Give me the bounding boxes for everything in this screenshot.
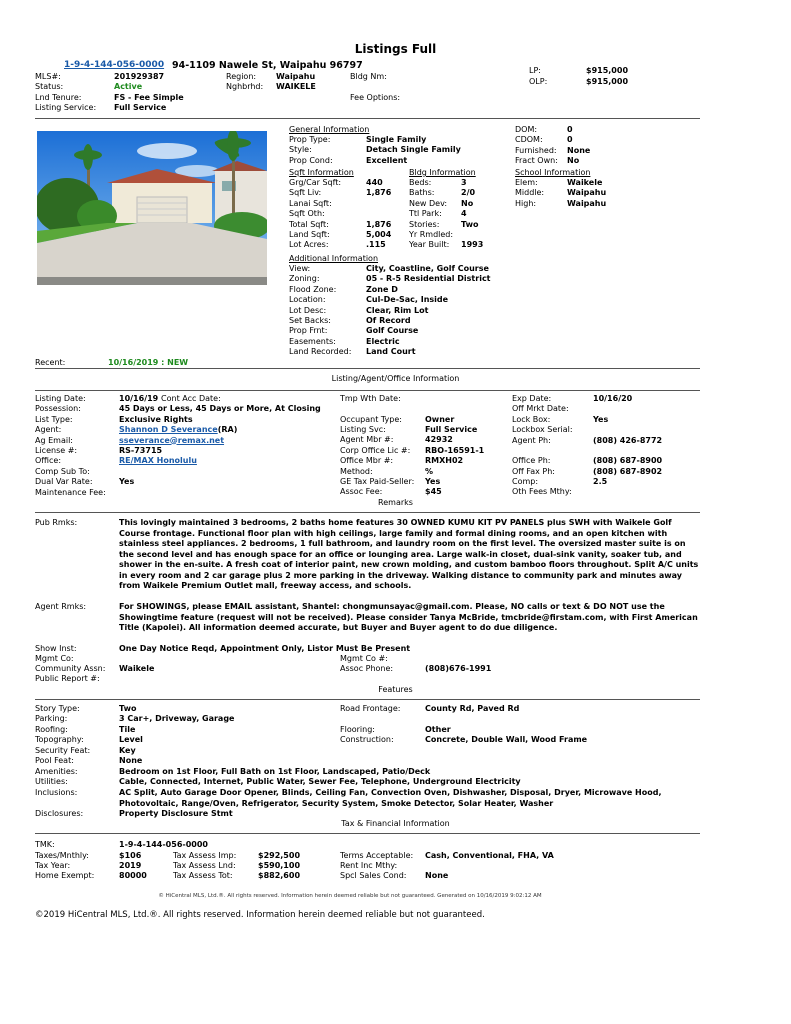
kv-value: 3 — [461, 178, 467, 187]
kv-label — [512, 446, 593, 456]
property-photo — [37, 131, 267, 285]
mls-label: MLS#: — [35, 72, 61, 81]
olp-label: OLP: — [529, 77, 548, 86]
home-exempt-value: 80000 — [119, 871, 147, 880]
kv-value: No — [461, 198, 474, 208]
kv-value — [119, 488, 321, 498]
home-exempt-label: Home Exempt: — [35, 871, 95, 880]
terms-label: Terms Acceptable: — [340, 851, 414, 860]
kv-value: 45 Days or Less, 45 Days or More, At Closing — [119, 404, 321, 414]
kv-value: RS-73715 — [119, 445, 163, 455]
kv-value: (808) 426-8772 — [593, 435, 663, 445]
tmk-label: TMK: — [35, 840, 55, 849]
feature-value: County Rd, Paved Rd — [425, 704, 520, 713]
kv-value: 5,004 — [366, 229, 392, 239]
kv-label: Style: — [289, 145, 312, 155]
kv-label: Possession: — [35, 404, 81, 414]
dom-table — [515, 125, 590, 167]
kv-value: (808) 687-8902 — [593, 466, 663, 476]
kv-value — [593, 425, 662, 435]
feature-label: Topography: — [35, 735, 84, 744]
kv-label: Off Fax Ph: — [512, 466, 555, 476]
office-link[interactable]: RE/MAX Honolulu — [119, 456, 197, 466]
feature-value: AC Split, Auto Garage Door Opener, Blinds, Ceiling Fan, Convection Oven, Dishwasher, Disposal, Dryer, Microwave Hood, Photovoltaic, Range/Oven, Refrigerator, Security System, Smoke Detector, Solar Heater, Washer — [119, 788, 662, 808]
kv-value: City, Coastline, Golf Course — [366, 264, 489, 273]
kv-value — [461, 230, 483, 240]
kv-value: Golf Course — [366, 326, 419, 336]
pub-remarks-label: Pub Rmks: — [35, 518, 78, 527]
kv-value: Cul-De-Sac, Inside — [366, 295, 449, 305]
feature-value: Property Disclosure Stmt — [119, 809, 233, 818]
pub-remarks-text: This lovingly maintained 3 bedrooms, 2 baths home features 30 OWNED KUMU KIT PV PANELS plus SWH with Waikele Golf Course frontage. Functional floor plan with high ceilings, large family and formal dining rooms, and an open kitchen with stainless steel appliances. 2 bedrooms, 1 full bathroom, and laundry room on the first level. The oversized master suite is on the second level and has enough space for an office or lounging area. Large walk-in closet, dual-sink vanity, soaker tub, and shower in the en-suite. A fresh coat of interior paint, new crown molding, and custom bamboo floors throughout. Split A/C units in every room and 2 car garage plus 2 more parking in the driveway. Walking distance to community park and minutes away from Waikele Premium Outlet mall, freeway access, and schools. — [119, 518, 699, 590]
bldg-name-label: Bldg Nm: — [350, 72, 387, 81]
kv-value: Electric — [366, 336, 400, 346]
lao-col3 — [512, 394, 662, 498]
recent-label: Recent: — [35, 358, 66, 367]
kv-label: Maintenance Fee: — [35, 487, 106, 497]
kv-label: Method: — [340, 466, 373, 476]
kv-value: 1,876 — [366, 188, 392, 198]
kv-label: Exp Date: — [512, 394, 552, 403]
kv-label: Stories: — [409, 219, 440, 229]
kv-label: Comp Sub To: — [35, 466, 90, 476]
feature-value: Cable, Connected, Internet, Public Water, Sewer Fee, Telephone, Underground Electricity — [119, 777, 521, 786]
kv-label: Off Mrkt Date: — [512, 404, 569, 414]
kv-value: 0 — [567, 135, 573, 145]
kv-value — [425, 404, 484, 414]
kv-label: Easements: — [289, 336, 336, 346]
taxes-value: $106 — [119, 851, 142, 860]
kv-label: Fract Own: — [515, 156, 558, 166]
kv-label: View: — [289, 264, 311, 273]
kv-value: Yes — [425, 477, 441, 487]
kv-label: Office Mbr #: — [340, 456, 394, 466]
kv-value — [425, 394, 484, 404]
sqft-heading: Sqft Information — [289, 168, 354, 177]
spcl-label: Spcl Sales Cond: — [340, 871, 407, 880]
kv-value: Two — [461, 219, 479, 229]
kv-value: 1993 — [461, 240, 484, 250]
kv-label: Agent: — [35, 425, 62, 435]
public-report-label: Public Report #: — [35, 674, 100, 683]
kv-label: Oth Fees Mthy: — [512, 487, 572, 497]
listing-address: 94-1109 Nawele St, Waipahu 96797 — [172, 60, 363, 71]
kv-label: License #: — [35, 445, 78, 455]
status-label: Status: — [35, 82, 64, 91]
kv-value: Exclusive Rights — [119, 414, 193, 424]
kv-value: .115 — [366, 240, 386, 250]
olp-value: $915,000 — [586, 77, 629, 86]
kv-label: Prop Type: — [289, 135, 331, 144]
kv-value — [593, 487, 662, 497]
community-assn-value: Waikele — [119, 664, 155, 673]
section-features: Features — [378, 685, 413, 694]
mgmt-co-label: Mgmt Co: — [35, 654, 74, 663]
additional-table — [289, 264, 491, 358]
feature-value: Two — [119, 704, 137, 713]
community-assn-label: Community Assn: — [35, 664, 106, 673]
tax-tot-label: Tax Assess Tot: — [173, 871, 233, 880]
kv-label: Prop Frnt: — [289, 326, 328, 336]
tax-tot-value: $882,600 — [258, 871, 301, 880]
nbhd-label: Nghbrhd: — [226, 82, 264, 91]
feature-label: Flooring: — [340, 725, 375, 734]
kv-label: Comp: — [512, 477, 539, 487]
nbhd-value: WAIKELE — [276, 82, 316, 91]
generated-footer: © HiCentral MLS, Ltd.®. All rights reserved. Information herein deemed reliable but not guaranteed. Generated on 10/16/2019 9:02:12 AM — [158, 893, 542, 899]
kv-label: Year Built: — [409, 240, 450, 250]
kv-label: GE Tax Paid-Seller: — [340, 477, 415, 487]
feature-label: Road Frontage: — [340, 704, 401, 713]
mls-value: 201929387 — [114, 72, 165, 81]
additional-heading: Additional Information — [289, 254, 379, 263]
kv-value: Single Family — [366, 135, 427, 144]
kv-label: Lot Acres: — [289, 240, 329, 250]
kv-value: Zone D — [366, 284, 398, 294]
tax-lnd-value: $590,100 — [258, 861, 301, 870]
kv-label: Land Recorded: — [289, 347, 352, 357]
kv-value: Of Record — [366, 315, 411, 325]
kv-value: Waikele — [567, 178, 603, 187]
kv-label: Occupant Type: — [340, 414, 402, 424]
kv-value: Detach Single Family — [366, 145, 461, 155]
divider — [35, 390, 700, 391]
rent-label: Rent Inc Mthy: — [340, 861, 398, 870]
kv-value: 0 — [567, 125, 573, 134]
school-heading: School Information — [515, 168, 591, 177]
tenure-label: Lnd Tenure: — [35, 93, 82, 102]
feature-label: Story Type: — [35, 704, 80, 713]
kv-label: Assoc Fee: — [340, 487, 383, 497]
kv-value: % — [425, 466, 434, 476]
feature-value: Concrete, Double Wall, Wood Frame — [425, 735, 588, 744]
section-remarks: Remarks — [378, 498, 413, 507]
taxes-label: Taxes/Mnthly: — [35, 851, 89, 860]
kv-label: Agent Mbr #: — [340, 435, 394, 445]
divider — [35, 512, 700, 513]
status-badge: Active — [114, 82, 143, 91]
kv-value — [593, 446, 662, 456]
tax-imp-value: $292,500 — [258, 851, 301, 860]
kv-value — [119, 467, 321, 477]
agent-suffix: (RA) — [217, 425, 238, 435]
school-table — [515, 178, 606, 209]
assoc-phone-label: Assoc Phone: — [340, 664, 394, 673]
kv-label: Ttl Park: — [409, 209, 442, 219]
kv-label: Location: — [289, 295, 326, 305]
feature-label: Security Feat: — [35, 746, 91, 755]
feature-value: None — [119, 756, 143, 765]
kv-label: Listing Svc: — [340, 425, 386, 435]
divider — [35, 118, 700, 119]
kv-value: Yes — [593, 414, 609, 424]
service-label: Listing Service: — [35, 103, 97, 112]
agent-remarks-label: Agent Rmks: — [35, 602, 87, 611]
kv-label: Prop Cond: — [289, 155, 333, 165]
show-inst-label: Show Inst: — [35, 644, 77, 653]
kv-label: Land Sqft: — [289, 229, 330, 239]
feature-value: 3 Car+, Driveway, Garage — [119, 714, 235, 723]
tenure-value: FS - Fee Simple — [114, 93, 184, 102]
kv-value: 42932 — [425, 435, 453, 445]
kv-label: DOM: — [515, 125, 538, 134]
kv-label: Office Ph: — [512, 456, 551, 466]
copyright-footer: ©2019 HiCentral MLS, Ltd.®. All rights reserved. Information herein deemed reliable but not guaranteed. — [35, 910, 485, 920]
agent-remarks-text: For SHOWINGS, please EMAIL assistant, Shantel: chongmunsayac@gmail.com. Please, NO calls or text & DO NOT use the Showingtime feature (request will not be received). Please consider Tanya McBride, tmcbride@firstam.com, with First American Title (Kapolei). All information deemed accurate, but Buyer and Buyer agent to do due diligence. — [119, 602, 698, 632]
kv-label: Middle: — [515, 188, 545, 198]
kv-value: Owner — [425, 414, 455, 424]
kv-value: No — [567, 156, 580, 166]
agent-link[interactable]: Shannon D Severance — [119, 425, 218, 435]
kv-label: Lot Desc: — [289, 305, 327, 315]
feature-value: Tile — [119, 725, 136, 734]
show-inst-value: One Day Notice Reqd, Appointment Only, Listor Must Be Present — [119, 644, 411, 653]
section-tax: Tax & Financial Information — [341, 819, 450, 828]
divider — [35, 833, 700, 834]
kv-label — [340, 404, 425, 414]
kv-label: Dual Var Rate: — [35, 477, 93, 487]
recent-value: 10/16/2019 : NEW — [108, 358, 189, 367]
kv-label: Office: — [35, 456, 62, 466]
kv-label: Total Sqft: — [289, 219, 329, 229]
region-value: Waipahu — [276, 72, 316, 81]
kv-label: List Type: — [35, 414, 73, 424]
kv-value — [366, 209, 409, 219]
kv-label: Grg/Car Sqft: — [289, 178, 342, 187]
fee-options-label: Fee Options: — [350, 93, 401, 102]
kv-label: Sqft Oth: — [289, 209, 325, 219]
feature-label: Roofing: — [35, 725, 68, 734]
divider — [35, 368, 700, 369]
kv-value: Land Court — [366, 347, 416, 357]
region-label: Region: — [226, 72, 257, 81]
lao-col1 — [35, 394, 321, 498]
kv-value: 4 — [461, 209, 467, 219]
kv-value — [593, 404, 662, 414]
feature-label: Inclusions: — [35, 788, 78, 797]
feature-value: Level — [119, 735, 143, 744]
spcl-value: None — [425, 871, 449, 880]
kv-value: $45 — [425, 487, 442, 497]
assoc-phone-value: (808)676-1991 — [425, 664, 492, 673]
tax-imp-label: Tax Assess Imp: — [173, 851, 237, 860]
kv-label: Lock Box: — [512, 414, 551, 424]
kv-label: Elem: — [515, 178, 538, 187]
kv-label: Agent Ph: — [512, 435, 551, 445]
kv-value: None — [567, 145, 591, 155]
tax-year-label: Tax Year: — [35, 861, 71, 870]
kv-label: Flood Zone: — [289, 284, 337, 294]
tmk-value: 1-9-4-144-056-0000 — [119, 840, 208, 849]
kv-label: Sqft Liv: — [289, 188, 322, 198]
mgmt-co-number-label: Mgmt Co #: — [340, 654, 388, 663]
kv-value — [366, 199, 409, 209]
general-heading: General Information — [289, 125, 370, 134]
kv-label: Set Backs: — [289, 315, 331, 325]
section-listing-agent-office: Listing/Agent/Office Information — [331, 374, 460, 383]
kv-label: Lanai Sqft: — [289, 198, 332, 208]
lp-value: $915,000 — [586, 66, 629, 75]
kv-label: New Dev: — [409, 198, 448, 208]
feature-value: Bedroom on 1st Floor, Full Bath on 1st Floor, Landscaped, Patio/Deck — [119, 767, 431, 776]
lp-label: LP: — [529, 66, 541, 75]
cont-acc-label: Cont Acc Date: — [161, 394, 221, 403]
page-title: Listings Full — [354, 42, 437, 56]
service-value: Full Service — [114, 103, 167, 112]
kv-label: Ag Email: — [35, 435, 73, 445]
kv-value: Full Service — [425, 425, 478, 435]
divider — [35, 699, 700, 700]
agent-email-link[interactable]: sseverance@remax.net — [119, 435, 225, 445]
lao-col2 — [340, 394, 484, 498]
kv-value: Clear, Rim Lot — [366, 305, 429, 315]
feature-label: Amenities: — [35, 767, 78, 776]
terms-value: Cash, Conventional, FHA, VA — [425, 851, 554, 860]
tax-year-value: 2019 — [119, 861, 142, 870]
bldg-table — [409, 178, 483, 251]
listing-date: 10/16/19 — [119, 394, 159, 403]
kv-label: Yr Rmdled: — [409, 229, 454, 239]
feature-label: Pool Feat: — [35, 756, 74, 765]
feature-label: Disclosures: — [35, 809, 84, 818]
general-table — [289, 135, 461, 166]
kv-label: Baths: — [409, 188, 435, 198]
tax-lnd-label: Tax Assess Lnd: — [173, 861, 236, 870]
kv-value: Excellent — [366, 155, 408, 165]
kv-label: High: — [515, 198, 537, 208]
kv-value: 2.5 — [593, 477, 608, 487]
kv-value: 05 - R-5 Residential District — [366, 274, 491, 284]
sqft-table — [289, 178, 409, 251]
feature-label: Construction: — [340, 735, 394, 744]
kv-value: Yes — [119, 477, 135, 487]
kv-label: Tmp Wth Date: — [340, 394, 401, 403]
kv-value: 1,876 — [366, 219, 392, 229]
feature-label: Parking: — [35, 714, 68, 723]
kv-value: (808) 687-8900 — [593, 456, 663, 466]
kv-label: Listing Date: — [35, 394, 86, 403]
kv-value: 440 — [366, 178, 383, 187]
kv-value: RMXH02 — [425, 456, 464, 466]
kv-label: Beds: — [409, 178, 432, 187]
kv-value: Waipahu — [567, 188, 607, 198]
kv-value: Waipahu — [567, 198, 607, 208]
kv-label: Zoning: — [289, 274, 320, 284]
kv-value: 2/0 — [461, 188, 476, 198]
kv-value: RBO-16591-1 — [425, 445, 485, 455]
kv-label: Furnished: — [515, 145, 557, 155]
kv-label: Lockbox Serial: — [512, 425, 573, 435]
kv-label: CDOM: — [515, 135, 543, 145]
feature-label: Utilities: — [35, 777, 68, 786]
kv-label: Corp Office Lic #: — [340, 445, 411, 455]
feature-value: Other — [425, 725, 451, 734]
bldg-heading: Bldg Information — [409, 168, 476, 177]
feature-value: Key — [119, 746, 136, 755]
kv-value: 10/16/20 — [593, 394, 633, 403]
tmk-link[interactable]: 1-9-4-144-056-0000 — [64, 60, 165, 70]
